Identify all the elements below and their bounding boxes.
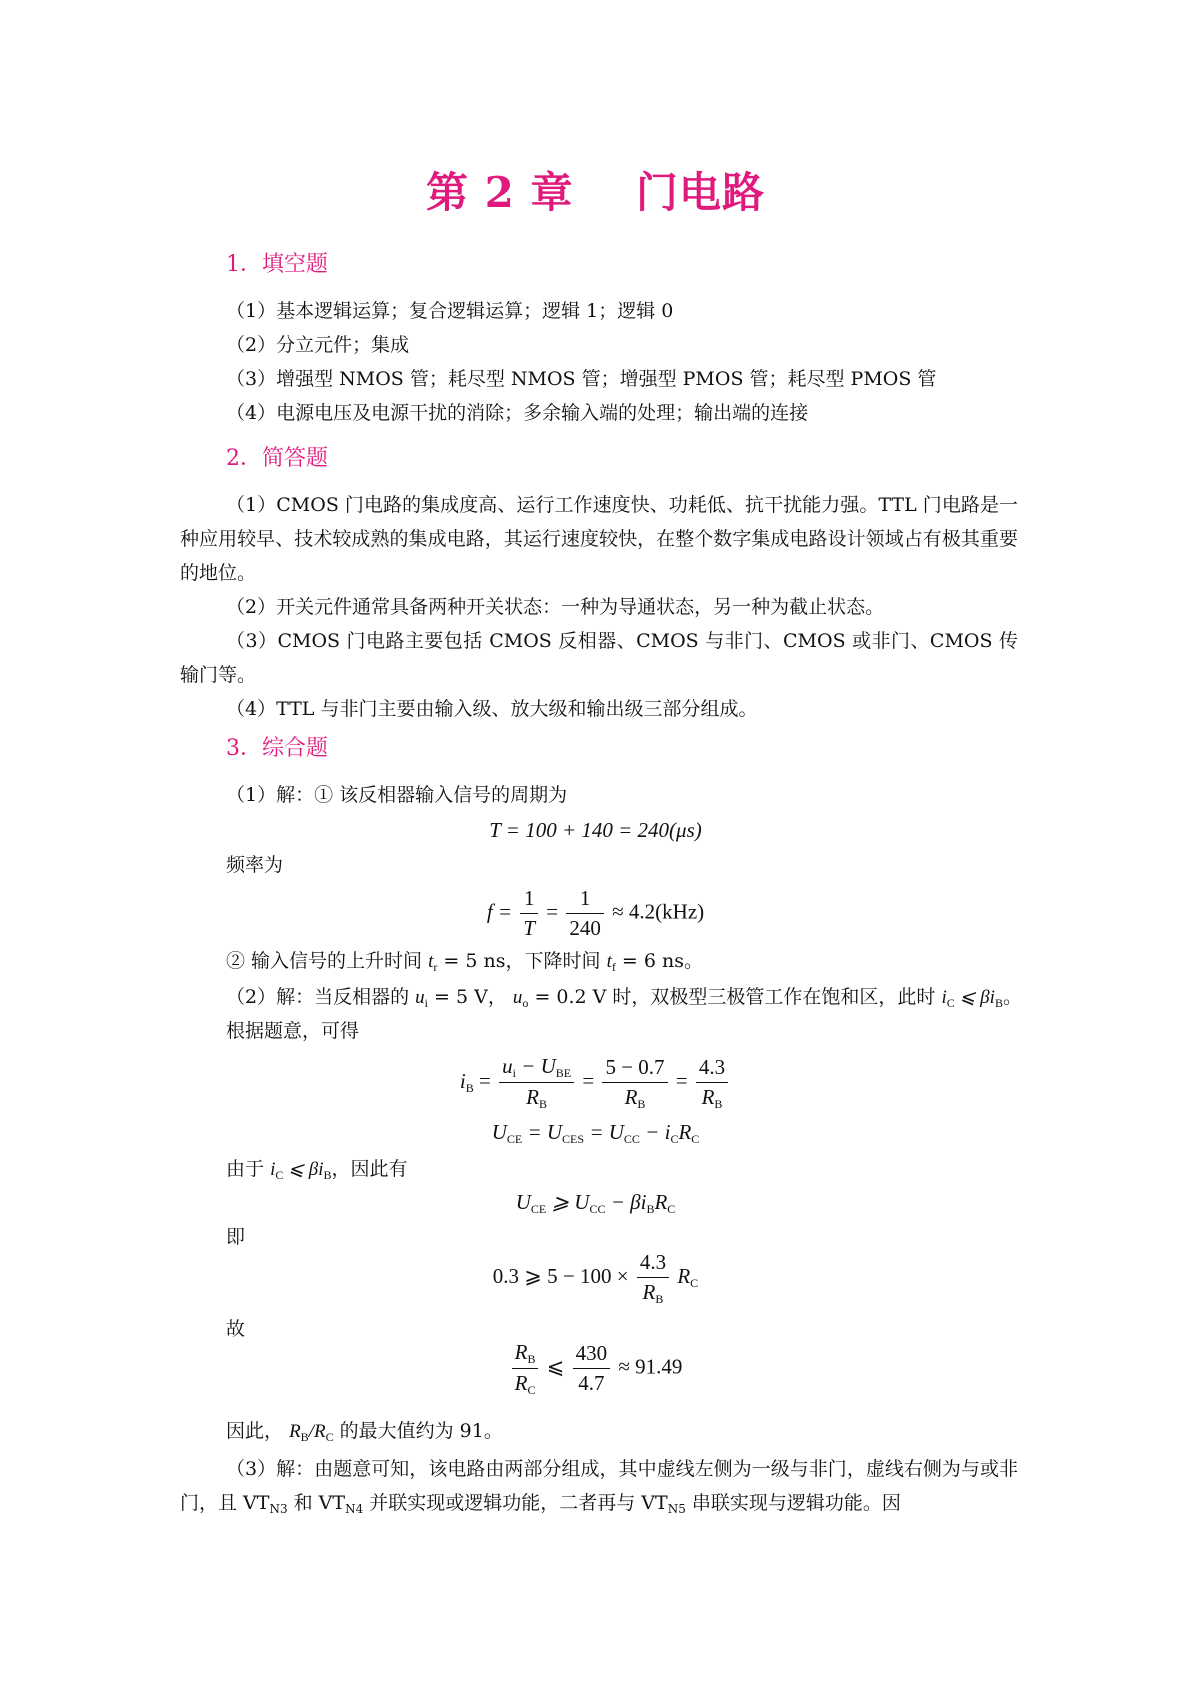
short-answer-2-text: （2）开关元件通常具备两种开关状态：一种为导通状态，另一种为截止状态。 xyxy=(226,596,885,618)
q3-paragraph xyxy=(180,1452,1018,1526)
q3-n4: N4 xyxy=(345,1502,364,1516)
eq-ib-sub-i: i xyxy=(512,1066,516,1080)
q3-text-b: 和 VT xyxy=(287,1492,346,1514)
fraction-1-over-240 xyxy=(566,886,604,941)
equation-period: T = 100 + 140 = 240(μs) xyxy=(489,818,702,842)
gu-label: 故 xyxy=(226,1318,246,1340)
q1-2-tr: = 5 ns xyxy=(443,950,506,972)
eq-ib-sub-be: BE xyxy=(555,1066,572,1080)
eq-equals: = xyxy=(546,899,559,924)
fraction-4-3-over-rb: $\frac{5 - 0.7}{R_B}$ xyxy=(602,1055,667,1112)
frac-num: 430 xyxy=(573,1341,611,1369)
section-heading-comprehensive: 3．综合题 xyxy=(226,736,328,761)
q3-text-a: （3）解：由题意可知，该电路由两部分组成，其中虚线左侧为一级与非门，虚线右侧为与或非门，且 VT xyxy=(180,1458,1018,1514)
q2-intro: （2）解：当反相器的 $u_i = 5$ V， $u_o = 0.2$ V 时，双极型三极管工作在饱和区，此时 $i_C$ ⩽ $\beta i_B$。 xyxy=(226,986,1022,1010)
equation-uce-inequality: $U_{CE}$ ⩾ $U_{CC} - \beta i_BR_C$ xyxy=(515,1190,676,1216)
q3-text-c: 并联实现或逻辑功能，二者再与 VT xyxy=(363,1492,668,1514)
frac-num: 1 xyxy=(520,886,538,914)
frac-num: 4.3 xyxy=(696,1055,728,1083)
q2-condition: 根据题意，可得 xyxy=(226,1020,360,1042)
frac-num: 5 − 0.7 xyxy=(602,1055,667,1083)
eq-rb-r: R xyxy=(526,1085,539,1110)
eq-rb-b: B xyxy=(538,1097,547,1112)
since-a: 由于 xyxy=(226,1158,265,1180)
frac-num: 1 xyxy=(566,886,604,914)
since-b: ，因此有 xyxy=(331,1158,408,1180)
fill-item-2: （2）分立元件；集成 xyxy=(226,334,410,356)
q1-2-tf: = 6 ns xyxy=(621,950,684,972)
equation-frequency xyxy=(0,886,1191,941)
fraction-1-over-T xyxy=(520,886,538,941)
eq-f-prefix: f = xyxy=(486,899,513,924)
eq-ib-minus: − U xyxy=(515,1054,556,1078)
fraction-rb-rc: $\frac{R_B}{R_C}$ xyxy=(512,1340,539,1398)
q3-n5: N5 xyxy=(667,1502,686,1516)
eq-ib-u: u xyxy=(502,1054,513,1078)
q1-intro: （1）解：① 该反相器输入信号的周期为 xyxy=(226,784,568,806)
q1-frequency-label: 频率为 xyxy=(226,854,284,876)
fill-item-4: （4）电源电压及电源干扰的消除；多余输入端的处理；输出端的连接 xyxy=(226,402,809,424)
q3-n3: N3 xyxy=(269,1502,288,1516)
eq5-result: ≈ 91.49 xyxy=(618,1354,683,1379)
q2-text-a: （2）解：当反相器的 xyxy=(226,986,410,1008)
concl-a: 因此， xyxy=(226,1420,284,1442)
q2-ui: = 5 V， xyxy=(434,986,507,1008)
concl-b: 的最大值约为 91。 xyxy=(339,1420,503,1442)
equation-iB: $i_B$ = $\frac{u_i - U_{BE}}{R_B}$ = $\frac{5 - 0.7}{R_B}$ = $\frac{4.3}{R_B}$ xyxy=(0,1054,1191,1112)
ji-label: 即 xyxy=(226,1226,246,1248)
eq-result: ≈ 4.2(kHz) xyxy=(612,899,705,924)
fraction-4-3-rb: $\frac{4.3}{R_B}$ xyxy=(637,1250,669,1307)
short-answer-2 xyxy=(180,590,1018,624)
eq4-left: 0.3 ⩾ 5 − 100 × xyxy=(492,1264,629,1289)
frac-den: 4.7 xyxy=(578,1371,605,1396)
frac-num: 4.3 xyxy=(637,1250,669,1278)
q2-uo: = 0.2 V 时，双极型三极管工作在饱和区，此时 xyxy=(534,986,936,1008)
fraction-430-4-7 xyxy=(573,1341,611,1396)
equation-0-3: 0.3 ⩾ 5 − 100 × $\frac{4.3}{R_B}$ $R_C$ xyxy=(492,1250,699,1307)
section-heading-short: 2．简答题 xyxy=(226,446,328,471)
q1-2-text-c: 。 xyxy=(683,950,703,972)
short-answer-4-text: （4）TTL 与非门主要由输入级、放大级和输出级三部分组成。 xyxy=(226,698,758,720)
fraction-ui-minus-ube-over-rb xyxy=(499,1054,574,1112)
short-answer-1 xyxy=(180,488,1018,590)
q3-text-d: 串联实现与逻辑功能。因 xyxy=(685,1492,901,1514)
short-answer-4 xyxy=(180,692,1018,726)
frac-den: T xyxy=(523,916,536,941)
fraction-43-over-rb: $\frac{4.3}{R_B}$ xyxy=(696,1055,728,1112)
equation-ratio: $\frac{R_B}{R_C}$ ⩽ $\frac{430}{4.7}$ ≈ 91.49 xyxy=(0,1340,1191,1398)
q1-part-2: ② 输入信号的上升时间 $t_r = 5$ ns，下降时间 $t_f = 6$ ns。 xyxy=(226,950,703,974)
q1-2-text-a: ② 输入信号的上升时间 xyxy=(226,950,423,972)
short-answer-3-text: （3）CMOS 门电路主要包括 CMOS 反相器、CMOS 与非门、CMOS 或非门、CMOS 传输门等。 xyxy=(180,630,1018,686)
equation-uce: $U_{CE} = U_{CES} = U_{CC} - i_CR_C$ xyxy=(491,1120,700,1146)
since-line: 由于 $i_C$ ⩽ $\beta i_B$，因此有 xyxy=(226,1158,408,1182)
short-answer-1-text: （1）CMOS 门电路的集成度高、运行工作速度快、功耗低、抗干扰能力强。TTL 门电路是一种应用较早、技术较成熟的集成电路，其运行速度较快，在整个数字集成电路设计领域占有极其重要的地位。 xyxy=(180,494,1018,584)
section-heading-fill: 1．填空题 xyxy=(226,252,328,277)
conclusion-line: 因此， $R_B/R_C$ 的最大值约为 91。 xyxy=(226,1420,503,1444)
fill-item-1: （1）基本逻辑运算；复合逻辑运算；逻辑 1；逻辑 0 xyxy=(226,300,674,322)
frac-den: 240 xyxy=(569,916,601,941)
fill-item-3: （3）增强型 NMOS 管；耗尽型 NMOS 管；增强型 PMOS 管；耗尽型 PMOS 管 xyxy=(226,368,937,390)
q2-end: 。 xyxy=(1002,986,1022,1008)
short-answer-3 xyxy=(180,624,1018,692)
q1-2-text-b: ，下降时间 xyxy=(505,950,601,972)
chapter-title: 第 2 章 门电路 xyxy=(426,168,765,217)
